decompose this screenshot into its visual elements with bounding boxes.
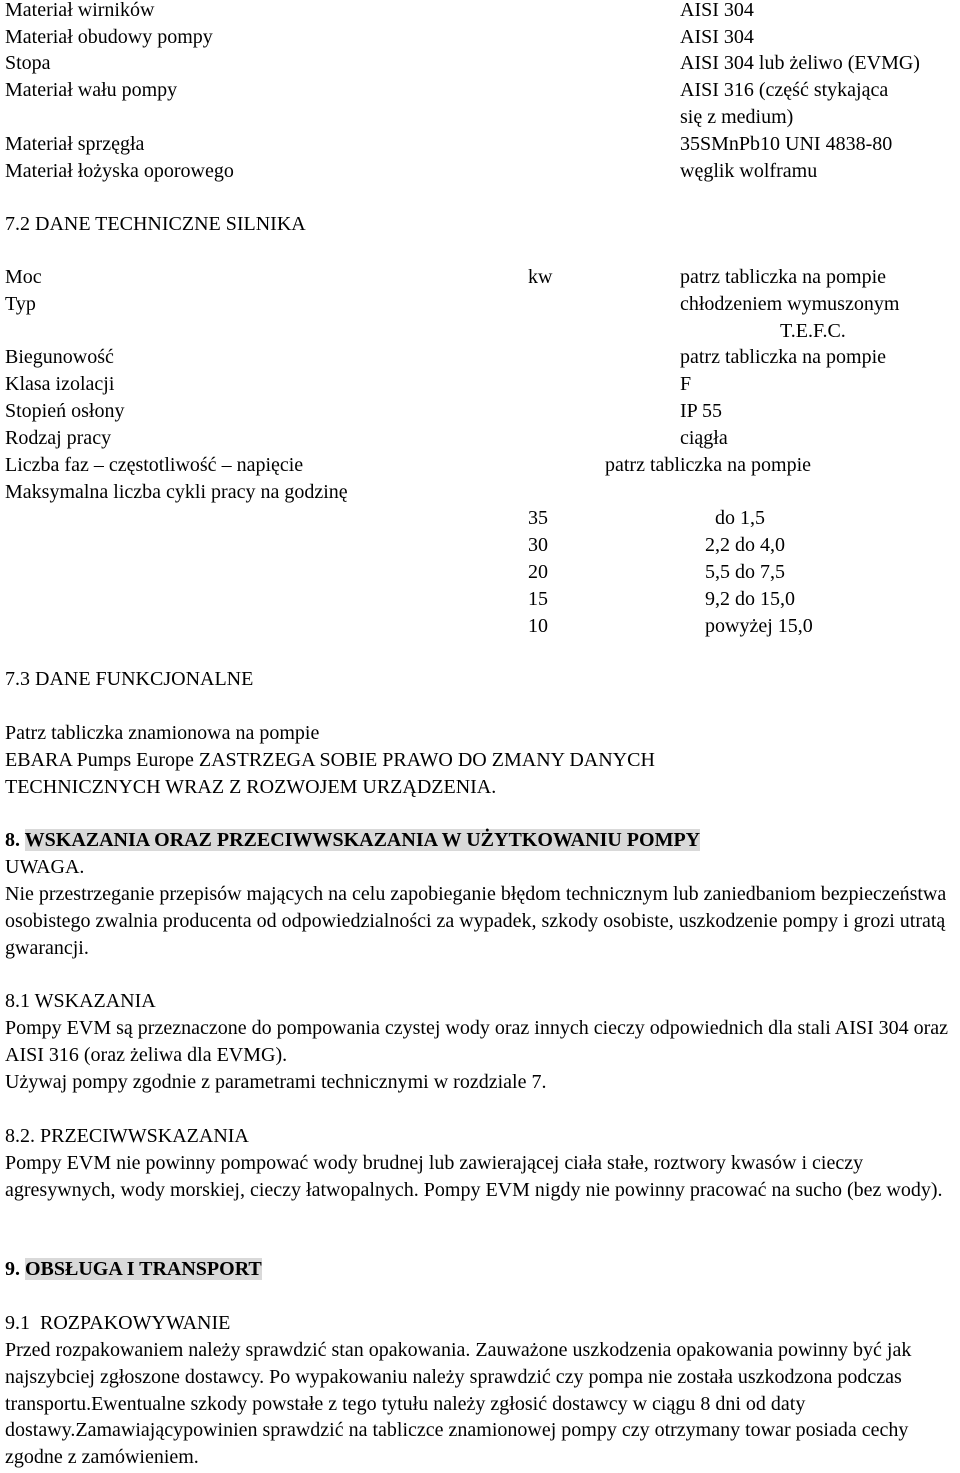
- motor-label: Typ: [5, 293, 36, 315]
- motor-value: F: [680, 373, 692, 395]
- cycles-count: 10: [528, 615, 548, 637]
- subsection-heading: 9.1 ROZPAKOWYWANIE: [5, 1312, 231, 1334]
- motor-value: patrz tabliczka na pompie: [680, 266, 887, 288]
- motor-unit: kw: [528, 266, 553, 288]
- section-number: 8.: [5, 829, 20, 851]
- material-value-continued: się z medium): [680, 106, 794, 128]
- material-label: Stopa: [5, 52, 51, 74]
- motor-label: Klasa izolacji: [5, 373, 115, 395]
- motor-value: ciągła: [680, 427, 728, 449]
- cycles-power-range: 2,2 do 4,0: [705, 534, 785, 556]
- motor-value: IP 55: [680, 400, 723, 422]
- motor-label: Maksymalna liczba cykli pracy na godzinę: [5, 481, 348, 503]
- motor-value: patrz tabliczka na pompie: [680, 346, 887, 368]
- material-value: węglik wolframu: [680, 160, 818, 182]
- motor-label: Biegunowość: [5, 346, 114, 368]
- motor-label: Liczba faz – częstotliwość – napięcie: [5, 454, 304, 476]
- material-value: 35SMnPb10 UNI 4838-80: [680, 133, 893, 155]
- section-heading: 7.2 DANE TECHNICZNE SILNIKA: [5, 213, 306, 235]
- material-value: AISI 304: [680, 26, 754, 48]
- cycles-count: 30: [528, 534, 548, 556]
- cycles-power-range: 9,2 do 15,0: [705, 588, 795, 610]
- cycles-count: 20: [528, 561, 548, 583]
- functional-text: Patrz tabliczka znamionowa na pompie: [5, 722, 320, 744]
- motor-value: patrz tabliczka na pompie: [605, 454, 812, 476]
- material-label: Materiał wału pompy: [5, 79, 178, 101]
- motor-label: Stopień osłony: [5, 400, 125, 422]
- warning-label: UWAGA.: [5, 856, 85, 878]
- subsection-heading: 8.1 WSKAZANIA: [5, 990, 156, 1012]
- material-value: AISI 304 lub żeliwo (EVMG): [680, 52, 920, 74]
- unpacking-paragraph: Przed rozpakowaniem należy sprawdzić stan opakowania. Zauważone uszkodzenia opakowania powinny być jak najszybciej zgłoszone dostawcy. Po wypakowaniu należy sprawdzić czy pompa nie została uszkodzona podczas transportu.Ewentualne szkody powstałe z tego tytułu należy zgłosić dostawcy w ciągu 8 dni od daty dostawy.Zamawiającypowinien sprawdzić na tabliczce znamionowej pompy czy otrzymany towar posiada cechy zgodne z zamówieniem.: [5, 1339, 912, 1469]
- section-heading: [5, 827, 700, 854]
- material-value: AISI 316 (część stykająca: [680, 79, 889, 101]
- material-label: Materiał obudowy pompy: [5, 26, 213, 48]
- functional-text: EBARA Pumps Europe ZASTRZEGA SOBIE PRAWO DO ZMANY DANYCH: [5, 749, 655, 771]
- material-label: Materiał wirników: [5, 0, 155, 21]
- motor-label: Rodzaj pracy: [5, 427, 112, 449]
- motor-label: Moc: [5, 266, 42, 288]
- functional-text: TECHNICZNYCH WRAZ Z ROZWOJEM URZĄDZENIA.: [5, 776, 497, 798]
- section-heading: [5, 1256, 262, 1283]
- cycles-count: 15: [528, 588, 548, 610]
- material-value: AISI 304: [680, 0, 754, 21]
- motor-value: chłodzeniem wymuszonym: [680, 293, 900, 315]
- section-title: WSKAZANIA ORAZ PRZECIWWSKAZANIA W UŻYTKOWANIU POMPY: [24, 829, 701, 851]
- material-label: Materiał sprzęgła: [5, 133, 145, 155]
- subsection-heading: 8.2. PRZECIWWSKAZANIA: [5, 1125, 249, 1147]
- section-number: 9.: [5, 1258, 20, 1280]
- cycles-power-range: powyżej 15,0: [705, 615, 813, 637]
- motor-value-continued: T.E.F.C.: [780, 320, 846, 342]
- material-label: Materiał łożyska oporowego: [5, 160, 234, 182]
- indications-paragraph: Pompy EVM są przeznaczone do pompowania czystej wody oraz innych cieczy odpowiednich dla stali AISI 304 oraz AISI 316 (oraz żeliwa dla EVMG).: [5, 1017, 949, 1066]
- section-title: OBSŁUGA I TRANSPORT: [25, 1258, 262, 1280]
- warning-paragraph: Nie przestrzeganie przepisów mających na celu zapobieganie błędom technicznym lub zaniedbaniom bezpieczeństwa osobistego zwalnia producenta od odpowiedzialności za wypadek, szkody osobiste, uszkodzenie pompy i grozi utratą gwarancji.: [5, 883, 947, 959]
- cycles-power-range: 5,5 do 7,5: [705, 561, 785, 583]
- contraindications-paragraph: Pompy EVM nie powinny pompować wody brudnej lub zawierającej ciała stałe, roztwory kwasów i cieczy agresywnych, wody morskiej, cieczy łatwopalnych. Pompy EVM nigdy nie powinny pracować na sucho (bez wody).: [5, 1152, 943, 1201]
- cycles-count: 35: [528, 507, 548, 529]
- section-heading: 7.3 DANE FUNKCJONALNE: [5, 668, 254, 690]
- indications-paragraph: Używaj pompy zgodnie z parametrami technicznymi w rozdziale 7.: [5, 1071, 547, 1093]
- cycles-power-range: do 1,5: [715, 507, 765, 529]
